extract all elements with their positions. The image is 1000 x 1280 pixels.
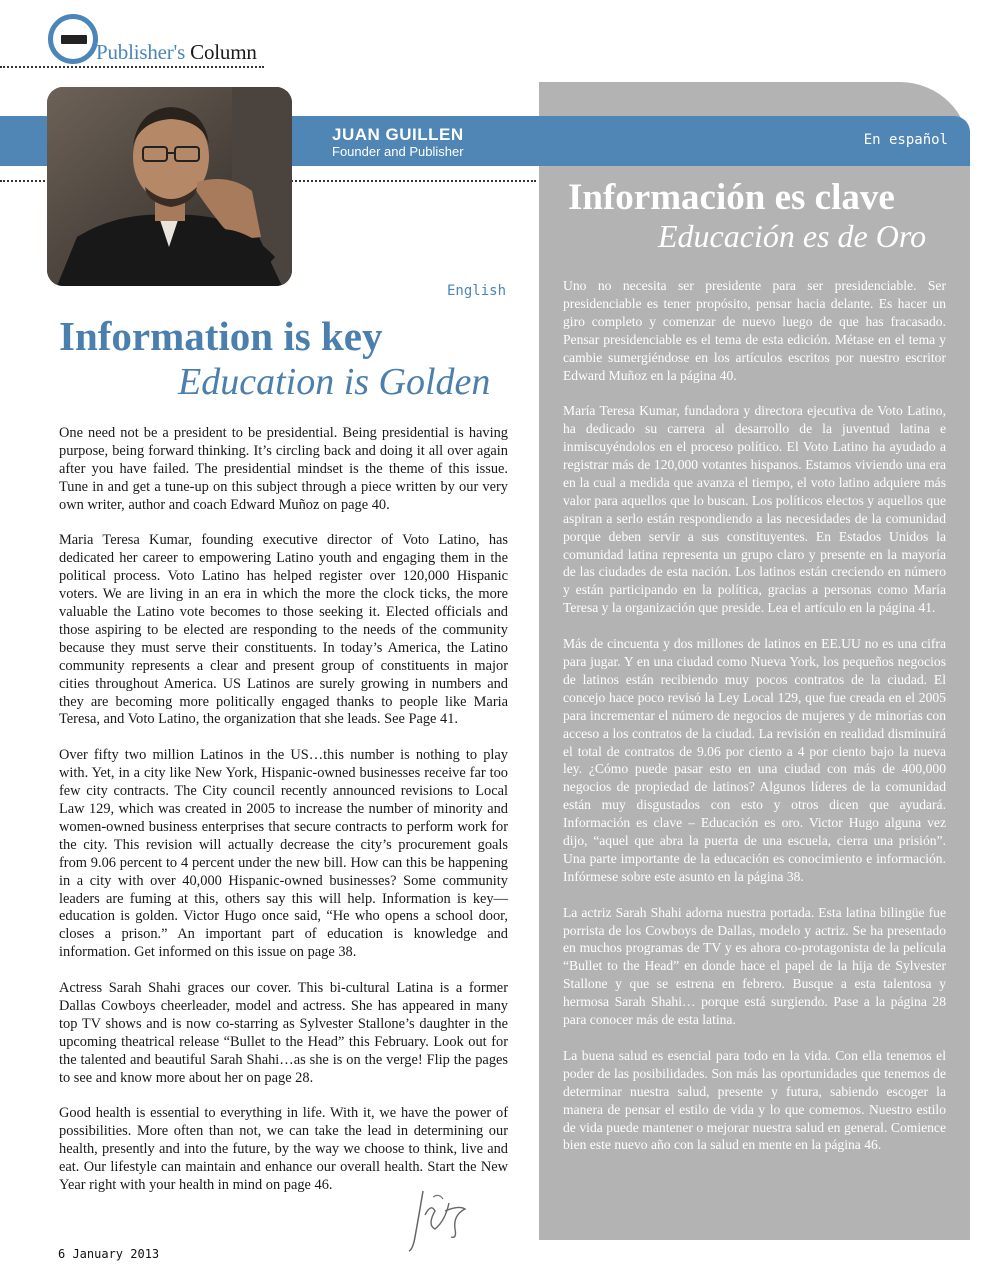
spanish-title: Información es clave: [568, 177, 895, 218]
spanish-paragraph: La actriz Sarah Shahi adorna nuestra portada. Esta latina bilingüe fue porrista de los Cowboys de Dallas, modelo y actriz. Se ha presentado en muchos programas de TV y es ahora co-protagonista de la película “Bullet to the Head” en donde hace el papel de la hija de Sylvester Stallone y que se estrena en febrero. Busque a esta talentosa y hermosa Sarah Shahi… porque está surgiendo. Pase a la página 28 para conocer más de esta latina.: [563, 904, 946, 1028]
english-paragraph: Actress Sarah Shahi graces our cover. This bi-cultural Latina is a former Dallas Cowboys cheerleader, model and actress. She has appeared in many top TV shows and is now co-starring as Sylvester Stallone’s daughter in the upcoming theatrical release “Bullet to the Head” this February. Look out for the talented and beautiful Sarah Shahi…as she is on the verge! Flip the pages to see and know more about her on page 28.: [59, 980, 508, 1086]
english-subtitle: Education is Golden: [178, 361, 491, 403]
section-title-word-1: Publisher's: [96, 40, 186, 64]
section-title-word-2: Column: [190, 40, 257, 64]
author-portrait-illustration: [47, 87, 292, 286]
english-paragraph: Good health is essential to everything in life. With it, we have the power of possibilities. More often than not, we can take the lead in determining our health, presently and into the future, by the way we choose to think, live and eat. Our lifestyle can maintain and enhance our overall health. Start the New Year right with your health in mind on page 46.: [59, 1105, 508, 1193]
english-paragraph: Maria Teresa Kumar, founding executive director of Voto Latino, has dedicated her career to empowering Latino youth and engaging them in the political process. Voto Latino has helped register over 120,000 Hispanic voters. We are living in an era in which the more the clock ticks, the more valuable the Latino vote becomes to those seeking it. Elected officials and those aspiring to be elected are responding to the needs of the community because they must serve their constituents. In today’s America, the Latino community represents a clear and present group of constituents in major cities throughout America. US Latinos are surely growing in numbers and they are becoming more politically engaged thanks to people like Maria Teresa, and Voto Latino, the organization that she leads. See Page 41.: [59, 532, 508, 728]
logo-mark: [61, 35, 87, 44]
author-photo: [47, 87, 292, 286]
spanish-paragraph: La buena salud es esencial para todo en la vida. Con ella tenemos el poder de las posibilidades. Son más las oportunidades que tenemos de determinar nuestra salud, presente y futura, sabiendo escoger la manera de pensar el estilo de vida y lo que comemos. Nuestro estilo de vida puede mantener o mejorar nuestra salud en general. Comience bien este nuevo año con la salud en mente en la página 46.: [563, 1047, 946, 1153]
spanish-paragraph: Uno no necesita ser presidente para ser presidenciable. Ser presidenciable es tener propósito, pensar hacia delante. Es hacer un giro completo y comenzar de nuevo luego de que has fracasado. Pensar presidenciable es el tema de esta edición. Métase en el tema y cambie sumergiéndose en los artículos escritos por nuestro escritor Edward Muñoz en la página 40.: [563, 278, 946, 383]
spanish-paragraph: María Teresa Kumar, fundadora y directora ejecutiva de Voto Latino, ha dedicado su carrera al desarrollo de la juventud latina e inmiscuyéndolos en el proceso político. El Voto Latino ha ayudado a registrar más de 120,000 votantes hispanos. Estamos viviendo una era en la cual a medida que avanza el tiempo, el voto latino adquiere más valor para aquellos que lo buscan. Los políticos electos y aquellos que aspiran a serlo están respondiendo a las necesidades de la comunidad porque deben servir a sus constituyentes. En Estados Unidos la comunidad latina representa un grupo claro y presente en la mayoría de las ciudades de esta nación. Los latinos están creciendo en número y están participando en la política, gracias a personas como María Teresa y la organización que preside. Lea el artículo en la página 41.: [563, 403, 946, 616]
spanish-paragraph: Más de cincuenta y dos millones de latinos en EE.UU no es una cifra para jugar. Y en una ciudad como Nueva York, los pequeños negocios de latinos están recibiendo muy pocos contratos de la ciudad. El concejo hace poco revisó la Ley Local 129, que fue creada en el 2005 para incrementar el número de negocios de mujeres y de minorías con acceso a los contratos de la ciudad. La revisión en realidad disminuirá el total de contratos de 9.06 por ciento a 4 por ciento bajo la nueva ley. ¿Cómo puede pasar esto en una ciudad con más de 400,000 negocios de propiedad de latinos? Algunos líderes de la comunidad están muy disgustados con esto y otros dicen que ayudará. Información es clave – Educación es oro. Victor Hugo alguna vez dijo, “aquel que abra la puerta de una escuela, cierra una prisión”. Una parte importante de la educación es conocimiento e información. Infórmese sobre este asunto en la página 38.: [563, 636, 946, 884]
spanish-body: [563, 277, 946, 1172]
english-paragraph: Over fifty two million Latinos in the US…this number is nothing to play with. Yet, in a city like New York, Hispanic-owned businesses receive far too few city contracts. The City council recently announced revisions to Local Law 129, which was created in 2005 to increase the number of minority and women-owned business enterprises that secure contracts to perform work for the city. This revision will actually decrease the city’s procurement goals from 9.06 percent to 4 percent under the new bill. How can this be happening in a city with over 40,000 Hispanic-owned businesses? Some community leaders are fuming at this, others say this will help. Information is key—education is golden. Victor Hugo once said, “He who opens a school door, closes a prison.” An important part of education is knowledge and information. Get informed on this issue on page 38.: [59, 747, 508, 961]
english-body: [59, 425, 508, 1213]
section-title: [96, 40, 257, 65]
english-title: Information is key: [59, 313, 383, 359]
author-name: JUAN GUILLEN: [332, 125, 464, 144]
author-role: Founder and Publisher: [332, 144, 464, 159]
publisher-logo: [48, 14, 98, 64]
spanish-language-label: En español: [863, 132, 948, 148]
english-paragraph: One need not be a president to be presidential. Being presidential is having purpose, being forward thinking. It’s circling back and doing it all over again after you have failed. The presidential mindset is the theme of this issue. Tune in and get a tune-up on this subject through a piece written by our very own writer, author and coach Edward Muñoz on page 40.: [59, 425, 508, 513]
page-number: 6 January 2013: [58, 1247, 160, 1261]
english-language-label: English: [447, 283, 507, 299]
spanish-subtitle: Educación es de Oro: [658, 218, 927, 254]
header-divider: [0, 66, 264, 68]
signature-icon: [405, 1185, 470, 1255]
